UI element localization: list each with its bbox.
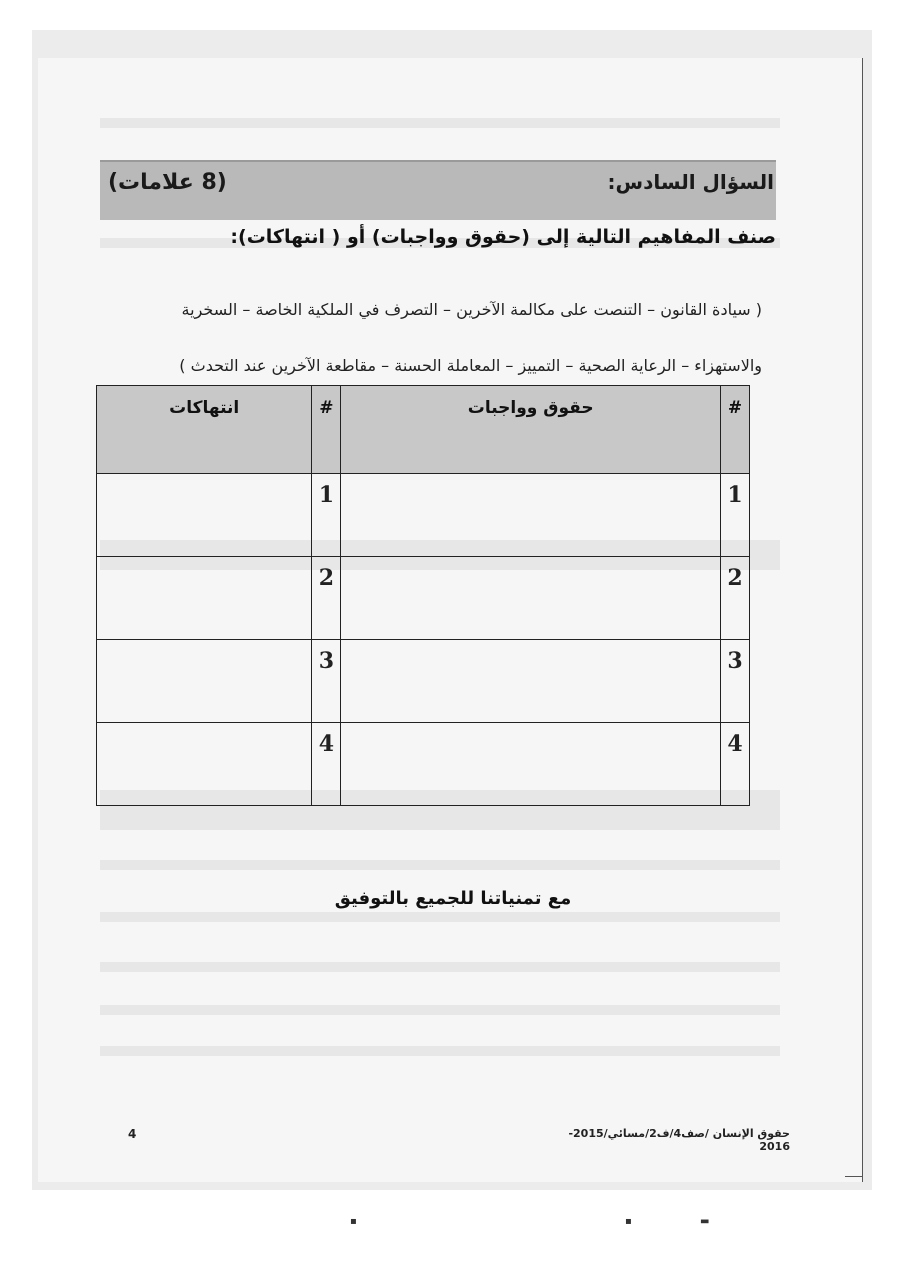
row-number: 4 [721,723,750,806]
table-header-row [97,386,750,474]
bleed-through-line [100,860,780,870]
closing-wish: مع تمنياتنا للجميع بالتوفيق [334,888,572,909]
bleed-through-line [100,1046,780,1056]
classification-table [96,385,750,806]
violations-answer-cell[interactable] [97,557,312,640]
concepts-line-1: ( سيادة القانون – التنصت على مكالمة الآخرين – التصرف في الملكية الخاصة – السخرية [181,300,762,319]
row-number: 4 [312,723,341,806]
rights-answer-cell[interactable] [341,640,721,723]
row-number: 2 [312,557,341,640]
concepts-line-2: والاستهزاء – الرعاية الصحية – التمييز – المعاملة الحسنة – مقاطعة الآخرين عند التحدث ) [179,356,762,375]
violations-answer-cell[interactable] [97,474,312,557]
row-number: 2 [721,557,750,640]
row-number: 3 [721,640,750,723]
question-label: السؤال السادس: [607,170,774,194]
table-row [97,557,750,640]
question-marks: (8 علامات) [108,170,227,195]
rights-answer-cell[interactable] [341,474,721,557]
rights-answer-cell[interactable] [341,557,721,640]
row-number: 1 [312,474,341,557]
bleed-through-line [100,1005,780,1015]
bleed-through-line [100,912,780,922]
scan-speck: ▪ [625,1216,632,1227]
rights-header: حقوق وواجبات [341,386,721,474]
concepts-list [110,282,762,394]
table-row [97,474,750,557]
violations-header: انتهاكات [97,386,312,474]
table-row [97,640,750,723]
bleed-through-line [100,962,780,972]
scan-speck: ▬ [700,1216,710,1227]
table-row [97,723,750,806]
page-number: 4 [128,1127,137,1141]
question-header [100,160,776,220]
row-number: 1 [721,474,750,557]
row-number: 3 [312,640,341,723]
violations-answer-cell[interactable] [97,723,312,806]
page-edge-mark [845,1176,863,1177]
violations-answer-cell[interactable] [97,640,312,723]
hash-header: # [312,386,341,474]
bleed-through-line [100,118,780,128]
rights-answer-cell[interactable] [341,723,721,806]
scan-speck: ▪ [350,1216,357,1227]
course-info: حقوق الإنسان /صف4/ف2/مسائي/2015-2016 [568,1127,790,1153]
instruction-text: صنف المفاهيم التالية إلى (حقوق وواجبات) أو ( انتهاكات): [230,226,776,248]
hash-header: # [721,386,750,474]
